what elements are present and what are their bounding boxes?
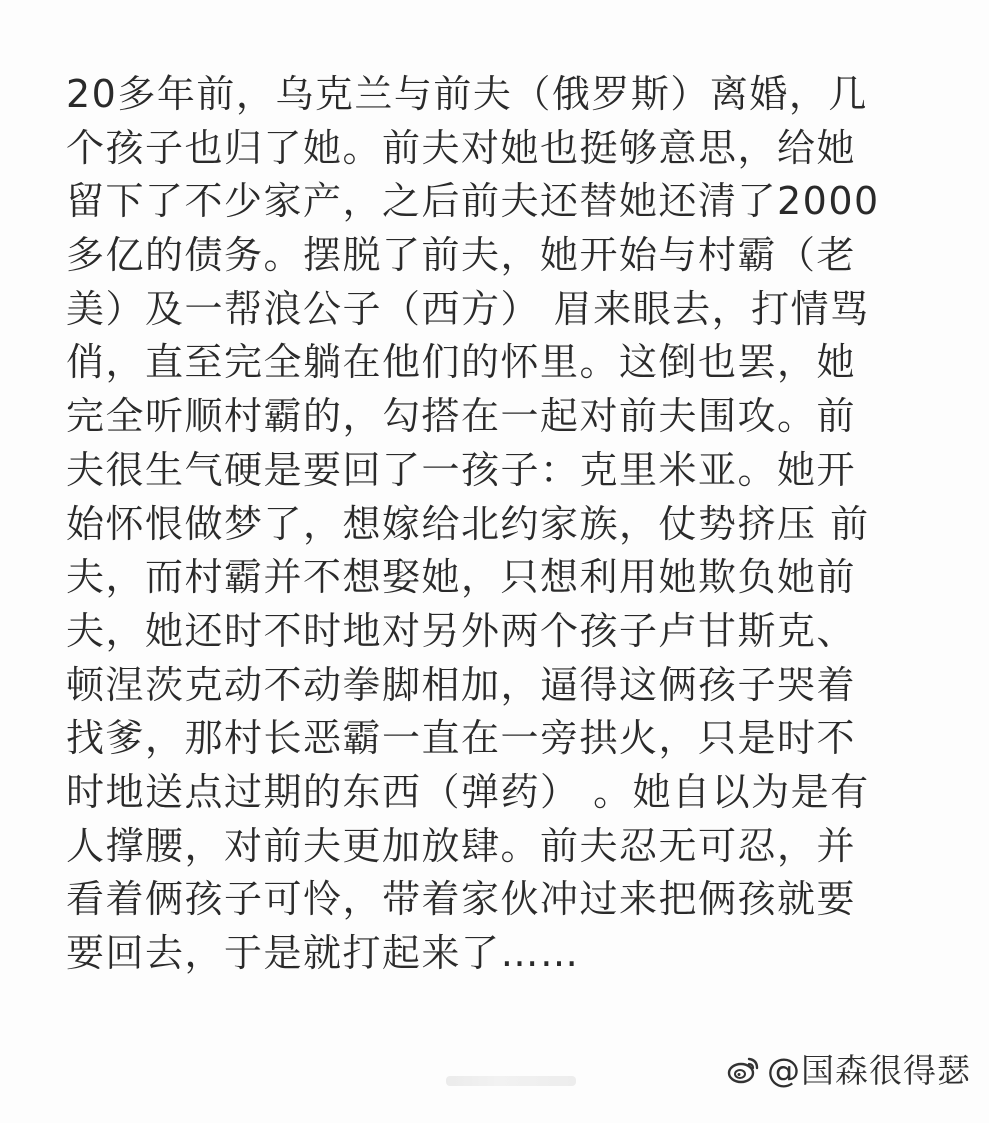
article-line: 始怀恨做梦了，想嫁给北约家族，仗势挤压 前 xyxy=(66,501,870,546)
article-line: 要回去，于是就打起来了…… xyxy=(66,931,580,975)
article-body xyxy=(66,68,926,981)
article-line: 看着俩孩子可怜，带着家伙冲过来把俩孩就要 xyxy=(66,877,857,922)
watermark-handle: @国森很得瑟 xyxy=(767,1051,971,1090)
article-line: 20多年前，乌克兰与前夫（俄罗斯）离婚，几 xyxy=(66,72,868,116)
article-line: 个孩子也归了她。前夫对她也挺够意思，给她 xyxy=(66,125,857,170)
article-line: 完全听顺村霸的，勾搭在一起对前夫围攻。前 xyxy=(66,394,857,439)
article-line: 夫很生气硬是要回了一孩子：克里米亚。她开 xyxy=(66,447,857,492)
article-line: 俏，直至完全躺在他们的怀里。这倒也罢，她 xyxy=(66,340,857,385)
weibo-icon xyxy=(727,1054,761,1084)
article-line: 美）及一帮浪公子（西方） 眉来眼去，打情骂 xyxy=(66,286,870,331)
article-line: 时地送点过期的东西（弹药） 。她自以为是有 xyxy=(66,769,870,814)
article-line: 找爹，那村长恶霸一直在一旁拱火，只是时不 xyxy=(66,716,857,761)
article-line: 人撑腰，对前夫更加放肆。前夫忍无可忍，并 xyxy=(66,823,857,868)
article-line: 顿涅茨克动不动拳脚相加，逼得这俩孩子哭着 xyxy=(66,662,857,707)
article-line: 夫，她还时不时地对另外两个孩子卢甘斯克、 xyxy=(66,608,857,653)
watermark xyxy=(727,1045,971,1092)
article-line: 留下了不少家产，之后前夫还替她还清了2000 xyxy=(66,179,880,224)
article-line: 夫，而村霸并不想娶她，只想利用她欺负她前 xyxy=(66,555,857,600)
article-line: 多亿的债务。摆脱了前夫，她开始与村霸（老 xyxy=(66,233,857,278)
faded-overlay-bar xyxy=(446,1076,576,1086)
